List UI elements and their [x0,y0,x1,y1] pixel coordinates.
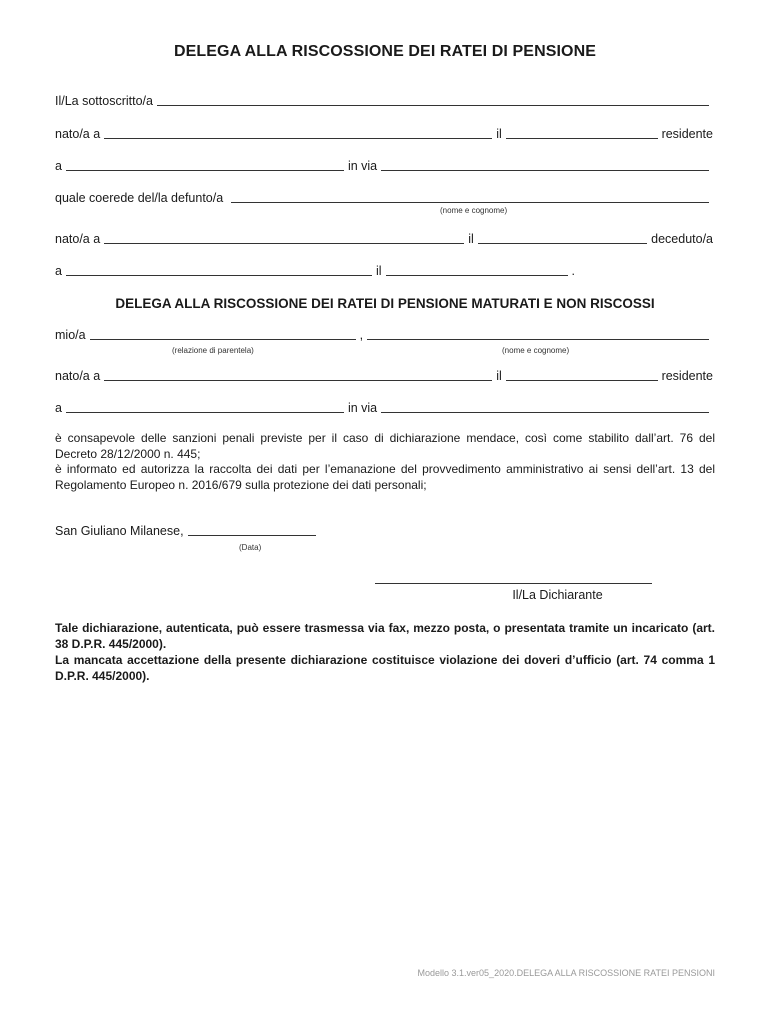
relazione-hint: (relazione di parentela) [172,346,254,355]
luogo-nascita-defunto-field[interactable] [104,242,464,244]
luogo-decesso-field[interactable] [66,274,372,276]
il-label: il [375,264,382,278]
comune-residenza-field[interactable] [66,169,344,171]
document-footer: Modello 3.1.ver05_2020.DELEGA ALLA RISCOSSIONE RATEI PENSIONI [417,968,715,978]
luogo-nascita-field[interactable] [104,137,492,139]
data-hint: (Data) [239,543,262,552]
declaration-privacy: è informato ed autorizza la raccolta dei dati per l’emanazione del provvedimento amministrativo ai sensi dell’art. 13 del Regolamento Europeo n. 2016/679 sulla protezione dei dati personali; [55,462,715,492]
a-label: a [55,159,62,173]
deceduto-label: deceduto/a [651,232,713,246]
defunto-field[interactable] [231,201,709,203]
row-sottoscritto [55,91,713,109]
declarations-block [55,431,715,493]
row-luogo-data [55,521,320,539]
notes-block [55,620,715,684]
row-nato-1 [55,124,713,142]
via-residenza-field[interactable] [381,169,709,171]
section-subtitle: DELEGA ALLA RISCOSSIONE DEI RATEI DI PENSIONE MATURATI E NON RISCOSSI [115,296,655,311]
comma-label: , [359,328,364,342]
residente-label: residente [661,127,713,141]
data-nascita-field[interactable] [506,137,658,139]
via-residenza-delegato-field[interactable] [381,411,709,413]
delegato-nome-field[interactable] [367,338,709,340]
row-mio [55,325,713,343]
il-label: il [496,369,502,383]
nato-label: nato/a a [55,127,101,141]
signature-line[interactable] [375,583,652,584]
nato-label: nato/a a [55,232,101,246]
note-trasmissione: Tale dichiarazione, autenticata, può essere trasmessa via fax, mezzo posta, o presentata tramite un incaricato (art. 38 D.P.R. 445/2000). [55,621,715,651]
mio-label: mio/a [55,328,86,342]
sottoscritto-field[interactable] [157,104,709,106]
signature-label: Il/La Dichiarante [512,588,603,602]
row-coerede [55,188,713,206]
luogo-nascita-delegato-field[interactable] [104,379,492,381]
place-label: San Giuliano Milanese, [55,524,184,538]
row-nato-2 [55,366,713,384]
in-via-label: in via [347,159,378,173]
residente-label: residente [661,369,713,383]
nome-cognome-hint: (nome e cognome) [440,206,508,215]
data-nascita-delegato-field[interactable] [506,379,658,381]
row-residenza-2 [55,398,713,416]
period-label: . [571,264,575,278]
nato-label: nato/a a [55,369,101,383]
note-accettazione: La mancata accettazione della presente dichiarazione costituisce violazione dei doveri d’ufficio (art. 74 comma 1 D.P.R. 445/2000). [55,653,715,683]
data-decesso-field[interactable] [386,274,568,276]
il-label: il [496,127,502,141]
a-label: a [55,264,62,278]
row-residenza-1 [55,156,713,174]
coerede-label: quale coerede del/la defunto/a [55,191,224,205]
declaration-sanzioni: è consapevole delle sanzioni penali previste per il caso di dichiarazione mendace, così come stabilito dall’art. 76 del Decreto 28/12/2000 n. 445; [55,431,715,461]
data-nascita-defunto-field[interactable] [478,242,647,244]
comune-residenza-delegato-field[interactable] [66,411,344,413]
row-decesso [55,261,575,279]
sottoscritto-label: Il/La sottoscritto/a [55,94,153,108]
document-title: DELEGA ALLA RISCOSSIONE DEI RATEI DI PENSIONE [173,43,597,60]
in-via-label: in via [347,401,378,415]
nome-cognome-hint: (nome e cognome) [502,346,570,355]
a-label: a [55,401,62,415]
data-field[interactable] [188,534,316,536]
il-label: il [468,232,474,246]
relazione-parentela-field[interactable] [90,338,356,340]
row-nato-defunto [55,229,713,247]
